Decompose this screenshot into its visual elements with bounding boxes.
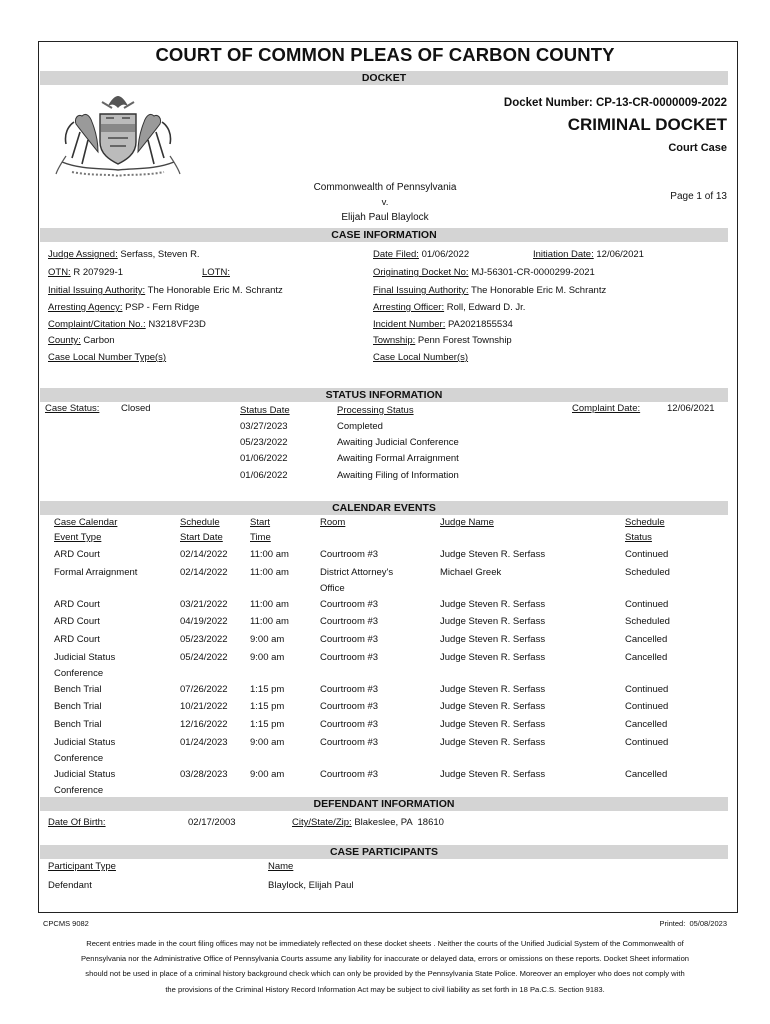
- initial-issuing-row: [48, 285, 283, 296]
- room-cell: Courtroom #3: [320, 769, 379, 780]
- judge-name-cell: Judge Steven R. Serfass: [440, 684, 546, 695]
- processing-status-header: Processing Status: [337, 405, 414, 416]
- case-status-label: Case Status:: [45, 403, 100, 414]
- schedule-status-cell: Continued: [625, 737, 669, 748]
- judge-assigned-label: Judge Assigned:: [48, 249, 118, 260]
- initiation-date-label: Initiation Date:: [533, 249, 594, 260]
- city-label: City/State/Zip:: [292, 817, 352, 828]
- status-row-status: Awaiting Formal Arraignment: [337, 453, 459, 464]
- status-row-date: 03/27/2023: [240, 421, 288, 432]
- otn-row: [48, 267, 123, 278]
- start-date-cell: 03/21/2022: [180, 599, 228, 610]
- arresting-officer-value: Roll, Edward D. Jr.: [446, 302, 526, 313]
- status-header-1: Schedule: [625, 517, 665, 528]
- judge-name-cell: Judge Steven R. Serfass: [440, 719, 546, 730]
- complaint-row: [48, 319, 206, 330]
- event-type-cell: Bench Trial: [54, 719, 102, 730]
- room-cell: Courtroom #3: [320, 549, 379, 560]
- judge-name-cell: Judge Steven R. Serfass: [440, 701, 546, 712]
- event-type-cell: Formal Arraignment: [54, 567, 138, 578]
- room-cell: Courtroom #3: [320, 701, 379, 712]
- room-cell: Courtroom #3: [320, 599, 379, 610]
- schedule-status-cell: Cancelled: [625, 634, 668, 645]
- schedule-status-cell: Cancelled: [625, 652, 668, 663]
- event-type-header-2: Event Type: [54, 532, 102, 543]
- pennsylvania-coat-of-arms-icon: [52, 92, 184, 178]
- defendant-information-bar: DEFENDANT INFORMATION: [40, 797, 728, 811]
- form-code: CPCMS 9082: [43, 919, 89, 928]
- event-type-cell: Judicial Status: [54, 769, 116, 780]
- arresting-officer-row: [373, 302, 525, 313]
- start-date-cell: 05/24/2022: [180, 652, 228, 663]
- complaint-label: Complaint/Citation No.:: [48, 319, 146, 330]
- participant-type-header: Participant Type: [48, 861, 116, 872]
- printed-date: Printed: 05/08/2023: [659, 919, 727, 928]
- schedule-status-cell: Scheduled: [625, 567, 670, 578]
- initiation-date-value: 12/06/2021: [596, 249, 644, 260]
- caption-line-3: Elijah Paul Blaylock: [341, 212, 429, 223]
- judge-name-cell: Judge Steven R. Serfass: [440, 652, 546, 663]
- county-row: [48, 335, 115, 346]
- start-date-cell: 04/19/2022: [180, 616, 228, 627]
- event-type-cell: Bench Trial: [54, 701, 102, 712]
- county-value: Carbon: [83, 335, 115, 346]
- dob-value: 02/17/2003: [188, 817, 236, 828]
- event-type-cell-continued: Conference: [54, 753, 104, 764]
- disclaimer: Recent entries made in the court filing offices may not be immediately reflected on these docket sheets . Neither the courts of the Unified Judicial System of the Commonwealth of Pennsylvania nor the Administrative Office of Pennsylvania Courts assume any liability for inaccurate or delayed data, errors or omissions on these reports. Docket Sheet information should not be used in place of a criminal history background check which can only be provided by the Pennsylvania State Police. Moreover an employer who does not comply with the provisions of the Criminal History Record Information Act may be subject to civil liability as set forth in 18 Pa.C.S. Section 9183.: [80, 939, 690, 994]
- event-type-cell: ARD Court: [54, 634, 100, 645]
- schedule-status-cell: Cancelled: [625, 769, 668, 780]
- originating-docket-value: MJ-56301-CR-0000299-2021: [471, 267, 595, 278]
- room-cell: Courtroom #3: [320, 634, 379, 645]
- start-date-cell: 12/16/2022: [180, 719, 228, 730]
- calendar-events-bar: CALENDAR EVENTS: [40, 501, 728, 515]
- court-title: COURT OF COMMON PLEAS OF CARBON COUNTY: [155, 44, 615, 65]
- start-time-header-2: Time: [250, 532, 271, 543]
- judge-assigned-value: Serfass, Steven R.: [120, 249, 200, 260]
- start-date-cell: 07/26/2022: [180, 684, 228, 695]
- incident-label: Incident Number:: [373, 319, 446, 330]
- caption-line-2: v.: [381, 197, 389, 208]
- date-filed-value: 01/06/2022: [421, 249, 470, 260]
- docket-bar: DOCKET: [40, 71, 728, 85]
- docket-type: CRIMINAL DOCKET: [567, 115, 727, 134]
- originating-docket-row: [373, 267, 595, 278]
- status-header-2: Status: [625, 532, 652, 543]
- start-date-cell: 10/21/2022: [180, 701, 228, 712]
- status-row-date: 01/06/2022: [240, 470, 288, 481]
- date-filed-row: [373, 249, 469, 260]
- start-time-cell: 9:00 am: [250, 634, 285, 645]
- start-date-cell: 02/14/2022: [180, 567, 228, 578]
- arresting-agency-value: PSP - Fern Ridge: [125, 302, 200, 313]
- otn-value: R 207929-1: [73, 267, 123, 278]
- start-time-cell: 1:15 pm: [250, 719, 285, 730]
- start-date-header-2: Start Date: [180, 532, 223, 543]
- start-time-cell: 11:00 am: [250, 549, 289, 560]
- judge-name-cell: Judge Steven R. Serfass: [440, 616, 546, 627]
- originating-docket-label: Originating Docket No:: [373, 267, 469, 278]
- complaint-date-label: Complaint Date:: [572, 403, 641, 414]
- status-information-bar: STATUS INFORMATION: [40, 388, 728, 402]
- schedule-status-cell: Scheduled: [625, 616, 670, 627]
- room-cell: District Attorney's: [320, 567, 394, 578]
- initial-issuing-label: Initial Issuing Authority:: [48, 285, 146, 296]
- event-type-cell: ARD Court: [54, 616, 100, 627]
- page-info: Page 1 of 13: [670, 191, 727, 202]
- arresting-agency-row: [48, 302, 199, 313]
- incident-value: PA2021855534: [447, 319, 513, 330]
- schedule-status-cell: Continued: [625, 701, 669, 712]
- judge-header: Judge Name: [440, 517, 494, 528]
- lotn-label: LOTN:: [202, 267, 230, 278]
- city-value: Blakeslee, PA 18610: [354, 817, 444, 828]
- final-issuing-row: [373, 285, 606, 296]
- event-type-cell-continued: Conference: [54, 785, 104, 796]
- arresting-officer-label: Arresting Officer:: [373, 302, 445, 313]
- event-type-cell: ARD Court: [54, 599, 100, 610]
- start-time-cell: 1:15 pm: [250, 684, 285, 695]
- status-row-status: Completed: [337, 421, 383, 432]
- arresting-agency-label: Arresting Agency:: [48, 302, 123, 313]
- judge-name-cell: Judge Steven R. Serfass: [440, 599, 546, 610]
- judge-name-cell: Judge Steven R. Serfass: [440, 769, 546, 780]
- room-cell: Courtroom #3: [320, 616, 379, 627]
- start-time-cell: 9:00 am: [250, 652, 285, 663]
- start-date-cell: 05/23/2022: [180, 634, 228, 645]
- case-kind: Court Case: [668, 142, 727, 154]
- initial-issuing-value: The Honorable Eric M. Schrantz: [147, 285, 283, 296]
- start-time-header-1: Start: [250, 517, 271, 528]
- room-cell-continued: Office: [320, 583, 345, 594]
- schedule-status-cell: Continued: [625, 599, 669, 610]
- docket-number: Docket Number: CP-13-CR-0000009-2022: [503, 97, 727, 109]
- otn-label: OTN:: [48, 267, 71, 278]
- case-participants-bar: CASE PARTICIPANTS: [40, 845, 728, 859]
- room-cell: Courtroom #3: [320, 719, 379, 730]
- start-time-cell: 1:15 pm: [250, 701, 285, 712]
- room-cell: Courtroom #3: [320, 652, 379, 663]
- schedule-status-cell: Continued: [625, 684, 669, 695]
- room-cell: Courtroom #3: [320, 684, 379, 695]
- event-type-cell: Judicial Status: [54, 652, 116, 663]
- start-date-header-1: Schedule: [180, 517, 220, 528]
- caption-line-1: Commonwealth of Pennsylvania: [313, 182, 457, 193]
- status-row-date: 05/23/2022: [240, 437, 288, 448]
- start-time-cell: 11:00 am: [250, 616, 289, 627]
- complaint-value: N3218VF23D: [148, 319, 206, 330]
- start-date-cell: 01/24/2023: [180, 737, 228, 748]
- start-time-cell: 11:00 am: [250, 567, 289, 578]
- participant-name: Blaylock, Elijah Paul: [268, 880, 354, 891]
- final-issuing-value: The Honorable Eric M. Schrantz: [471, 285, 607, 296]
- event-type-cell: Judicial Status: [54, 737, 116, 748]
- judge-assigned-row: [48, 249, 200, 260]
- case-status-value: Closed: [121, 403, 151, 414]
- status-row-date: 01/06/2022: [240, 453, 288, 464]
- status-row-status: Awaiting Filing of Information: [337, 470, 459, 481]
- local-number-label: Case Local Number(s): [373, 352, 469, 363]
- judge-name-cell: Judge Steven R. Serfass: [440, 634, 546, 645]
- dob-label: Date Of Birth:: [48, 817, 106, 828]
- city-row: [292, 817, 444, 828]
- complaint-date-value: 12/06/2021: [667, 403, 715, 414]
- final-issuing-label: Final Issuing Authority:: [373, 285, 469, 296]
- status-row-status: Awaiting Judicial Conference: [337, 437, 459, 448]
- date-filed-label: Date Filed:: [373, 249, 419, 260]
- schedule-status-cell: Continued: [625, 549, 669, 560]
- room-header: Room: [320, 517, 346, 528]
- incident-row: [373, 319, 513, 330]
- county-label: County:: [48, 335, 81, 346]
- judge-name-cell: Michael Greek: [440, 567, 502, 578]
- event-type-cell-continued: Conference: [54, 668, 104, 679]
- township-value: Penn Forest Township: [417, 335, 512, 346]
- initiation-date-row: [533, 249, 644, 260]
- start-date-cell: 03/28/2023: [180, 769, 228, 780]
- status-date-header: Status Date: [240, 405, 290, 416]
- case-information-bar: CASE INFORMATION: [40, 228, 728, 242]
- start-time-cell: 9:00 am: [250, 769, 285, 780]
- start-time-cell: 9:00 am: [250, 737, 285, 748]
- start-time-cell: 11:00 am: [250, 599, 289, 610]
- participant-type: Defendant: [48, 880, 92, 891]
- start-date-cell: 02/14/2022: [180, 549, 228, 560]
- event-type-header-1: Case Calendar: [54, 517, 118, 528]
- judge-name-cell: Judge Steven R. Serfass: [440, 549, 546, 560]
- township-label: Township:: [373, 335, 416, 346]
- township-row: [373, 335, 512, 346]
- participant-name-header: Name: [268, 861, 294, 872]
- judge-name-cell: Judge Steven R. Serfass: [440, 737, 546, 748]
- local-type-label: Case Local Number Type(s): [48, 352, 167, 363]
- room-cell: Courtroom #3: [320, 737, 379, 748]
- event-type-cell: Bench Trial: [54, 684, 102, 695]
- event-type-cell: ARD Court: [54, 549, 100, 560]
- schedule-status-cell: Cancelled: [625, 719, 668, 730]
